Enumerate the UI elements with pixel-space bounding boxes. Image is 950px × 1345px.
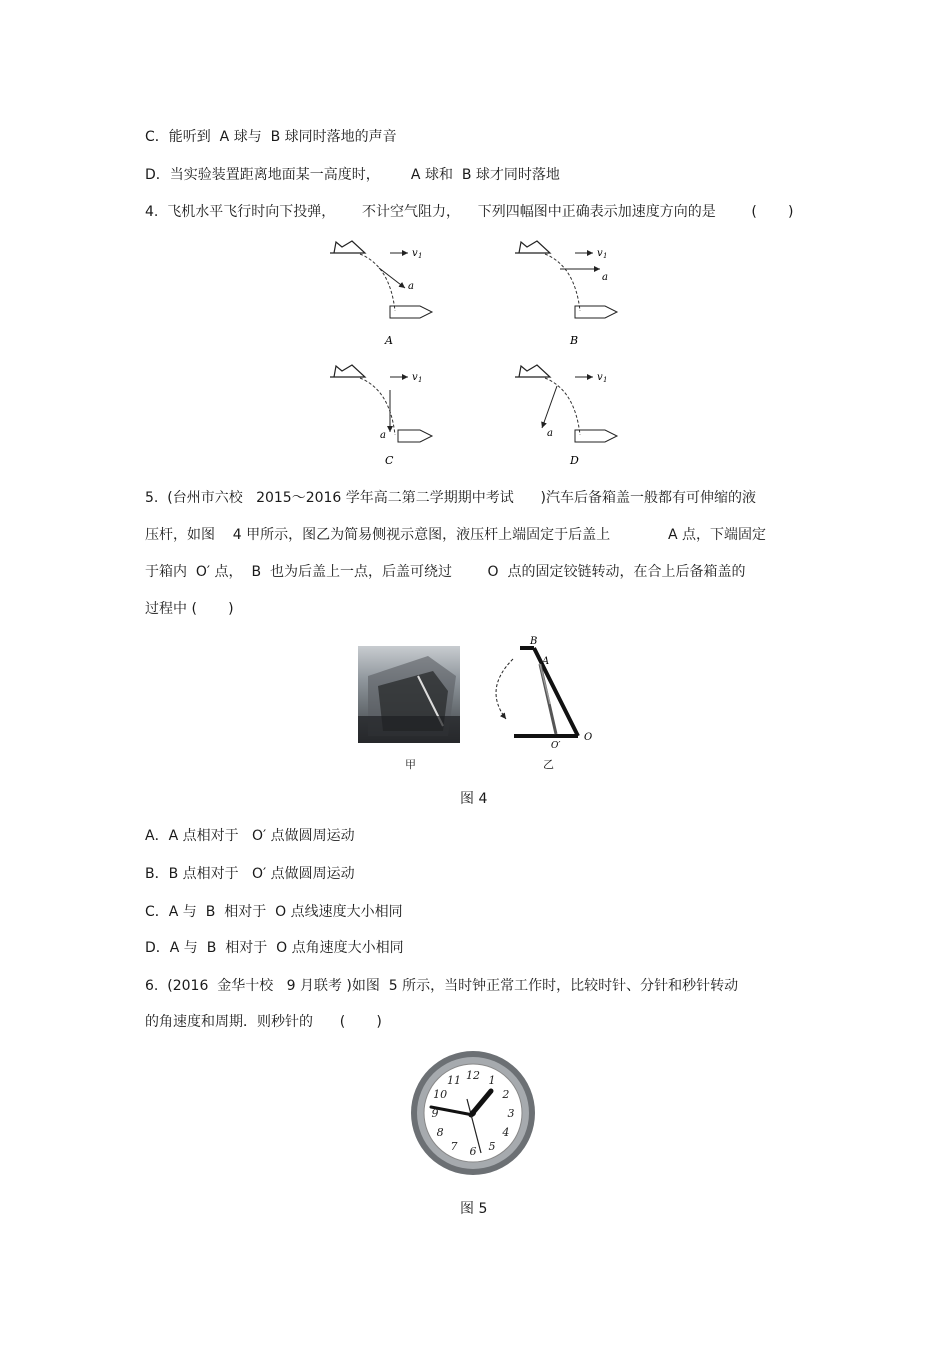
plane-icon bbox=[330, 241, 365, 253]
panel-d bbox=[515, 365, 617, 467]
svg-text:1: 1 bbox=[603, 376, 608, 384]
clock-number: 9 bbox=[431, 1107, 439, 1120]
a-label: a bbox=[602, 272, 608, 283]
fig4-left-label: 甲 bbox=[405, 758, 416, 771]
a-label: a bbox=[408, 281, 414, 292]
clock-figure bbox=[409, 1049, 537, 1177]
question-5-line3: 于箱内 O′ 点， B 也为后盖上一点，后盖可绕过 O 点的固定铰链转动，在合上后备箱盖的 bbox=[145, 564, 746, 580]
clock-number: 12 bbox=[466, 1069, 480, 1082]
label-b: B bbox=[570, 334, 579, 347]
q5-option-d: D．A 与 B 相对于 O 点角速度大小相同 bbox=[145, 940, 404, 956]
q5-option-b: B．B 点相对于 O′ 点做圆周运动 bbox=[145, 866, 355, 882]
v1-label: v bbox=[412, 372, 418, 383]
point-a: A bbox=[542, 656, 550, 667]
point-o: O bbox=[584, 732, 593, 743]
clock-number: 10 bbox=[433, 1088, 448, 1101]
v1-label: v bbox=[597, 372, 603, 383]
clock-number: 4 bbox=[502, 1126, 510, 1139]
panel-b bbox=[515, 241, 617, 347]
clock-number: 2 bbox=[502, 1088, 510, 1101]
question-5-line4: 过程中 ( ) bbox=[145, 601, 234, 617]
ship-icon bbox=[390, 306, 432, 318]
fig4-diagram bbox=[478, 634, 598, 752]
v1-label: v bbox=[412, 248, 418, 259]
trajectory bbox=[360, 254, 395, 311]
a-label: a bbox=[380, 430, 386, 441]
svg-text:1: 1 bbox=[418, 376, 423, 384]
question-6-line1: 6. (2016 金华十校 9 月联考 )如图 5 所示，当时钟正常工作时，比较时针、分针和秒针转动 bbox=[145, 978, 739, 994]
clock-number: 5 bbox=[488, 1139, 496, 1153]
clock-number: 6 bbox=[469, 1145, 477, 1158]
point-b: B bbox=[530, 636, 538, 647]
option-d: D．当实验装置距离地面某一高度时， A 球和 B 球才同时落地 bbox=[145, 167, 560, 183]
question-5-line1: 5. (台州市六校 2015～2016 学年高二第二学期期中考试 )汽车后备箱盖一般都有可伸缩的液 bbox=[145, 490, 756, 506]
fig4-right-label: 乙 bbox=[543, 758, 554, 771]
plane-icon bbox=[515, 365, 550, 377]
clock-number: 7 bbox=[450, 1139, 458, 1153]
svg-text:1: 1 bbox=[603, 252, 608, 260]
panel-c bbox=[330, 365, 432, 467]
question-5-line2: 压杆，如图 4 甲所示，图乙为简易侧视示意图，液压杆上端固定于后盖上 A 点，下端固定 bbox=[145, 527, 767, 543]
label-c: C bbox=[385, 454, 394, 467]
question-6-line2: 的角速度和周期．则秒针的 ( ) bbox=[145, 1014, 382, 1030]
v1-label: v bbox=[597, 248, 603, 259]
panel-a bbox=[330, 241, 432, 347]
fig5-caption: 图 5 bbox=[460, 1201, 488, 1217]
label-a: A bbox=[385, 334, 393, 347]
trajectory bbox=[545, 378, 580, 435]
svg-text:1: 1 bbox=[418, 252, 423, 260]
trajectory bbox=[545, 254, 580, 311]
question-4: 4. 飞机水平飞行时向下投弹， 不计空气阻力， 下列四幅图中正确表示加速度方向的是 ( ) bbox=[145, 204, 794, 220]
q5-option-c: C．A 与 B 相对于 O 点线速度大小相同 bbox=[145, 904, 403, 920]
ship-icon bbox=[398, 430, 432, 442]
q5-option-a: A．A 点相对于 O′ 点做圆周运动 bbox=[145, 828, 355, 844]
ship-icon bbox=[575, 306, 617, 318]
fig4-photo bbox=[358, 646, 460, 743]
point-o-prime: O′ bbox=[551, 741, 561, 751]
a-label: a bbox=[547, 428, 553, 439]
fig4-caption: 图 4 bbox=[460, 791, 488, 807]
plane-icon bbox=[330, 365, 365, 377]
plane-icon bbox=[515, 241, 550, 253]
clock-number: 1 bbox=[488, 1074, 496, 1088]
q4-figure bbox=[320, 236, 630, 476]
label-d: D bbox=[570, 454, 579, 467]
ship-icon bbox=[575, 430, 617, 442]
clock-number: 8 bbox=[436, 1126, 444, 1139]
option-c: C．能听到 A 球与 B 球同时落地的声音 bbox=[145, 129, 397, 145]
clock-number: 3 bbox=[507, 1107, 515, 1120]
clock-number: 11 bbox=[447, 1074, 461, 1088]
